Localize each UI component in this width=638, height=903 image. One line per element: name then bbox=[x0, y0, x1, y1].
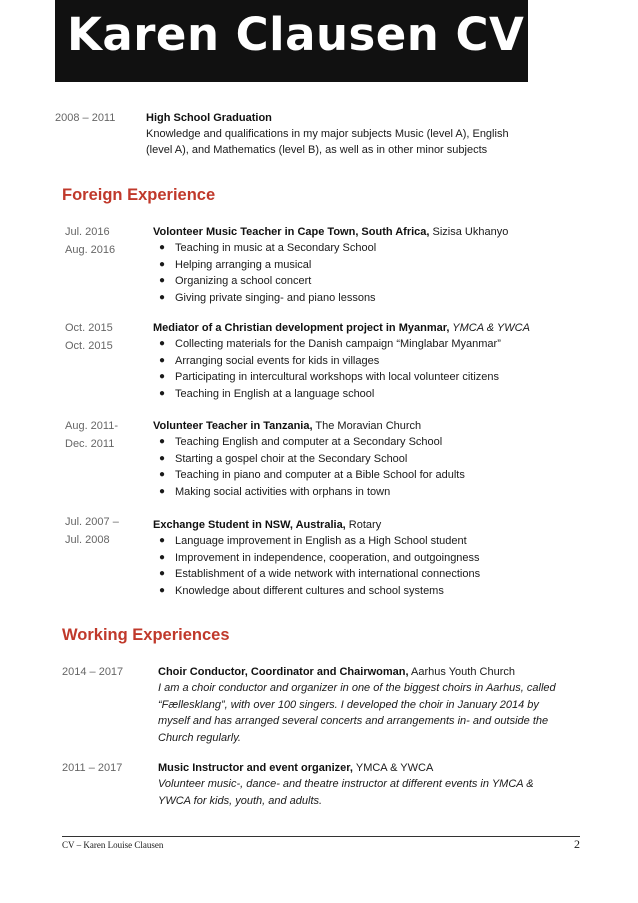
list-item: ● Giving private singing- and piano lessons bbox=[153, 290, 588, 307]
entry-start-date: Oct. 2015 bbox=[65, 322, 113, 334]
page-title: Karen Clausen CV bbox=[67, 8, 525, 61]
list-item: ● Establishment of a wide network with international connections bbox=[153, 566, 588, 583]
entry-end-date: Dec. 2011 bbox=[65, 438, 115, 450]
entry-org: Sizisa Ukhanyo bbox=[429, 226, 509, 238]
list-item: ● Helping arranging a musical bbox=[153, 257, 588, 274]
bullet-icon: ● bbox=[159, 535, 166, 546]
education-desc-line-2: (level A), and Mathematics (level B), as well as in other minor subjects bbox=[146, 144, 488, 156]
entry-end-date: Jul. 2008 bbox=[65, 534, 110, 546]
entry-desc-line: myself and has arranged several concerts and arrangements in- and outside the bbox=[158, 715, 549, 727]
entry-bullets bbox=[153, 240, 588, 306]
bullet-icon: ● bbox=[159, 258, 166, 270]
list-item: ● Organizing a school concert bbox=[153, 273, 588, 290]
entry-start-date: Aug. 2011- bbox=[65, 420, 119, 432]
entry-end-date: Oct. 2015 bbox=[65, 340, 113, 352]
list-item: ● Improvement in independence, cooperation, and outgoingness bbox=[153, 550, 588, 567]
bullet-icon: ● bbox=[159, 568, 166, 579]
list-item: ● Collecting materials for the Danish campaign “Minglabar Myanmar” bbox=[153, 336, 588, 353]
page-number: 2 bbox=[574, 837, 580, 851]
bullet-icon: ● bbox=[159, 275, 166, 286]
entry-date: 2011 – 2017 bbox=[62, 762, 123, 774]
entry-start-date: Jul. 2007 – bbox=[65, 516, 119, 528]
education-title: High School Graduation bbox=[146, 112, 272, 124]
list-item: ● Starting a gospel choir at the Secondary School bbox=[153, 451, 588, 468]
bullet-icon: ● bbox=[159, 371, 166, 382]
bullet-icon: ● bbox=[159, 551, 166, 563]
bullet-icon: ● bbox=[159, 291, 166, 303]
list-item: ● Teaching English and computer at a Secondary School bbox=[153, 434, 588, 451]
entry-desc-line: YWCA for kids, youth, and adults. bbox=[158, 794, 323, 807]
list-item: ● Language improvement in English as a High School student bbox=[153, 533, 588, 550]
list-item: ● Making social activities with orphans in town bbox=[153, 484, 588, 501]
list-item: ● Arranging social events for kids in villages bbox=[153, 353, 588, 370]
entry-title: Mediator of a Christian development project in Myanmar, bbox=[153, 322, 450, 334]
entry-title: Volonteer Music Teacher in Cape Town, South Africa, bbox=[153, 226, 430, 238]
entry-title: Choir Conductor, Coordinator and Chairwoman, bbox=[158, 666, 409, 678]
entry-title: Exchange Student in NSW, Australia, bbox=[153, 519, 346, 531]
entry-bullets bbox=[153, 434, 588, 500]
list-item: ● Teaching in piano and computer at a Bible School for adults bbox=[153, 467, 588, 484]
entry-org: Rotary bbox=[345, 519, 382, 531]
list-item: ● Teaching in music at a Secondary School bbox=[153, 240, 588, 257]
bullet-icon: ● bbox=[159, 354, 166, 366]
education-desc-line-1: Knowledge and qualifications in my major subjects Music (level A), English bbox=[146, 128, 509, 140]
entry-title: Volunteer Teacher in Tanzania, bbox=[153, 420, 313, 432]
entry-desc-line: I am a choir conductor and organizer in one of the biggest choirs in Aarhus, called bbox=[158, 682, 556, 694]
entry-desc-line: “Fællesklang”, with over 100 singers. I developed the choir in January 2014 by bbox=[158, 698, 539, 711]
entry-desc-line: Volunteer music-, dance- and theatre instructor at different events in YMCA & bbox=[158, 778, 534, 790]
entry-end-date: Aug. 2016 bbox=[65, 244, 116, 256]
bullet-icon: ● bbox=[159, 452, 166, 464]
entry-org: YMCA & YWCA bbox=[449, 322, 530, 334]
entry-org: Aarhus Youth Church bbox=[408, 666, 515, 678]
entry-title: Music Instructor and event organizer, bbox=[158, 762, 353, 774]
footer-name: CV – Karen Louise Clausen bbox=[62, 840, 164, 850]
entry-desc-line: Church regularly. bbox=[158, 731, 241, 744]
entry-org: YMCA & YWCA bbox=[353, 762, 434, 774]
bullet-icon: ● bbox=[159, 338, 166, 349]
entry-start-date: Jul. 2016 bbox=[65, 226, 110, 238]
list-item: ● Participating in intercultural workshops with local volunteer citizens bbox=[153, 369, 588, 386]
bullet-icon: ● bbox=[159, 387, 166, 399]
entry-org: The Moravian Church bbox=[312, 420, 422, 432]
bullet-icon: ● bbox=[159, 584, 166, 596]
list-item: ● Knowledge about different cultures and school systems bbox=[153, 583, 588, 600]
page-footer bbox=[62, 836, 580, 851]
bullet-icon: ● bbox=[159, 436, 166, 447]
entry-bullets bbox=[153, 533, 588, 599]
working-experiences-heading: Working Experiences bbox=[62, 626, 230, 644]
entry-bullets bbox=[153, 336, 588, 402]
bullet-icon: ● bbox=[159, 469, 166, 480]
education-date: 2008 – 2011 bbox=[55, 112, 116, 124]
foreign-experience-heading: Foreign Experience bbox=[62, 186, 216, 204]
bullet-icon: ● bbox=[159, 485, 166, 497]
list-item: ● Teaching in English at a language school bbox=[153, 386, 588, 403]
entry-date: 2014 – 2017 bbox=[62, 666, 124, 678]
name-banner bbox=[55, 0, 528, 82]
bullet-icon: ● bbox=[159, 242, 166, 253]
